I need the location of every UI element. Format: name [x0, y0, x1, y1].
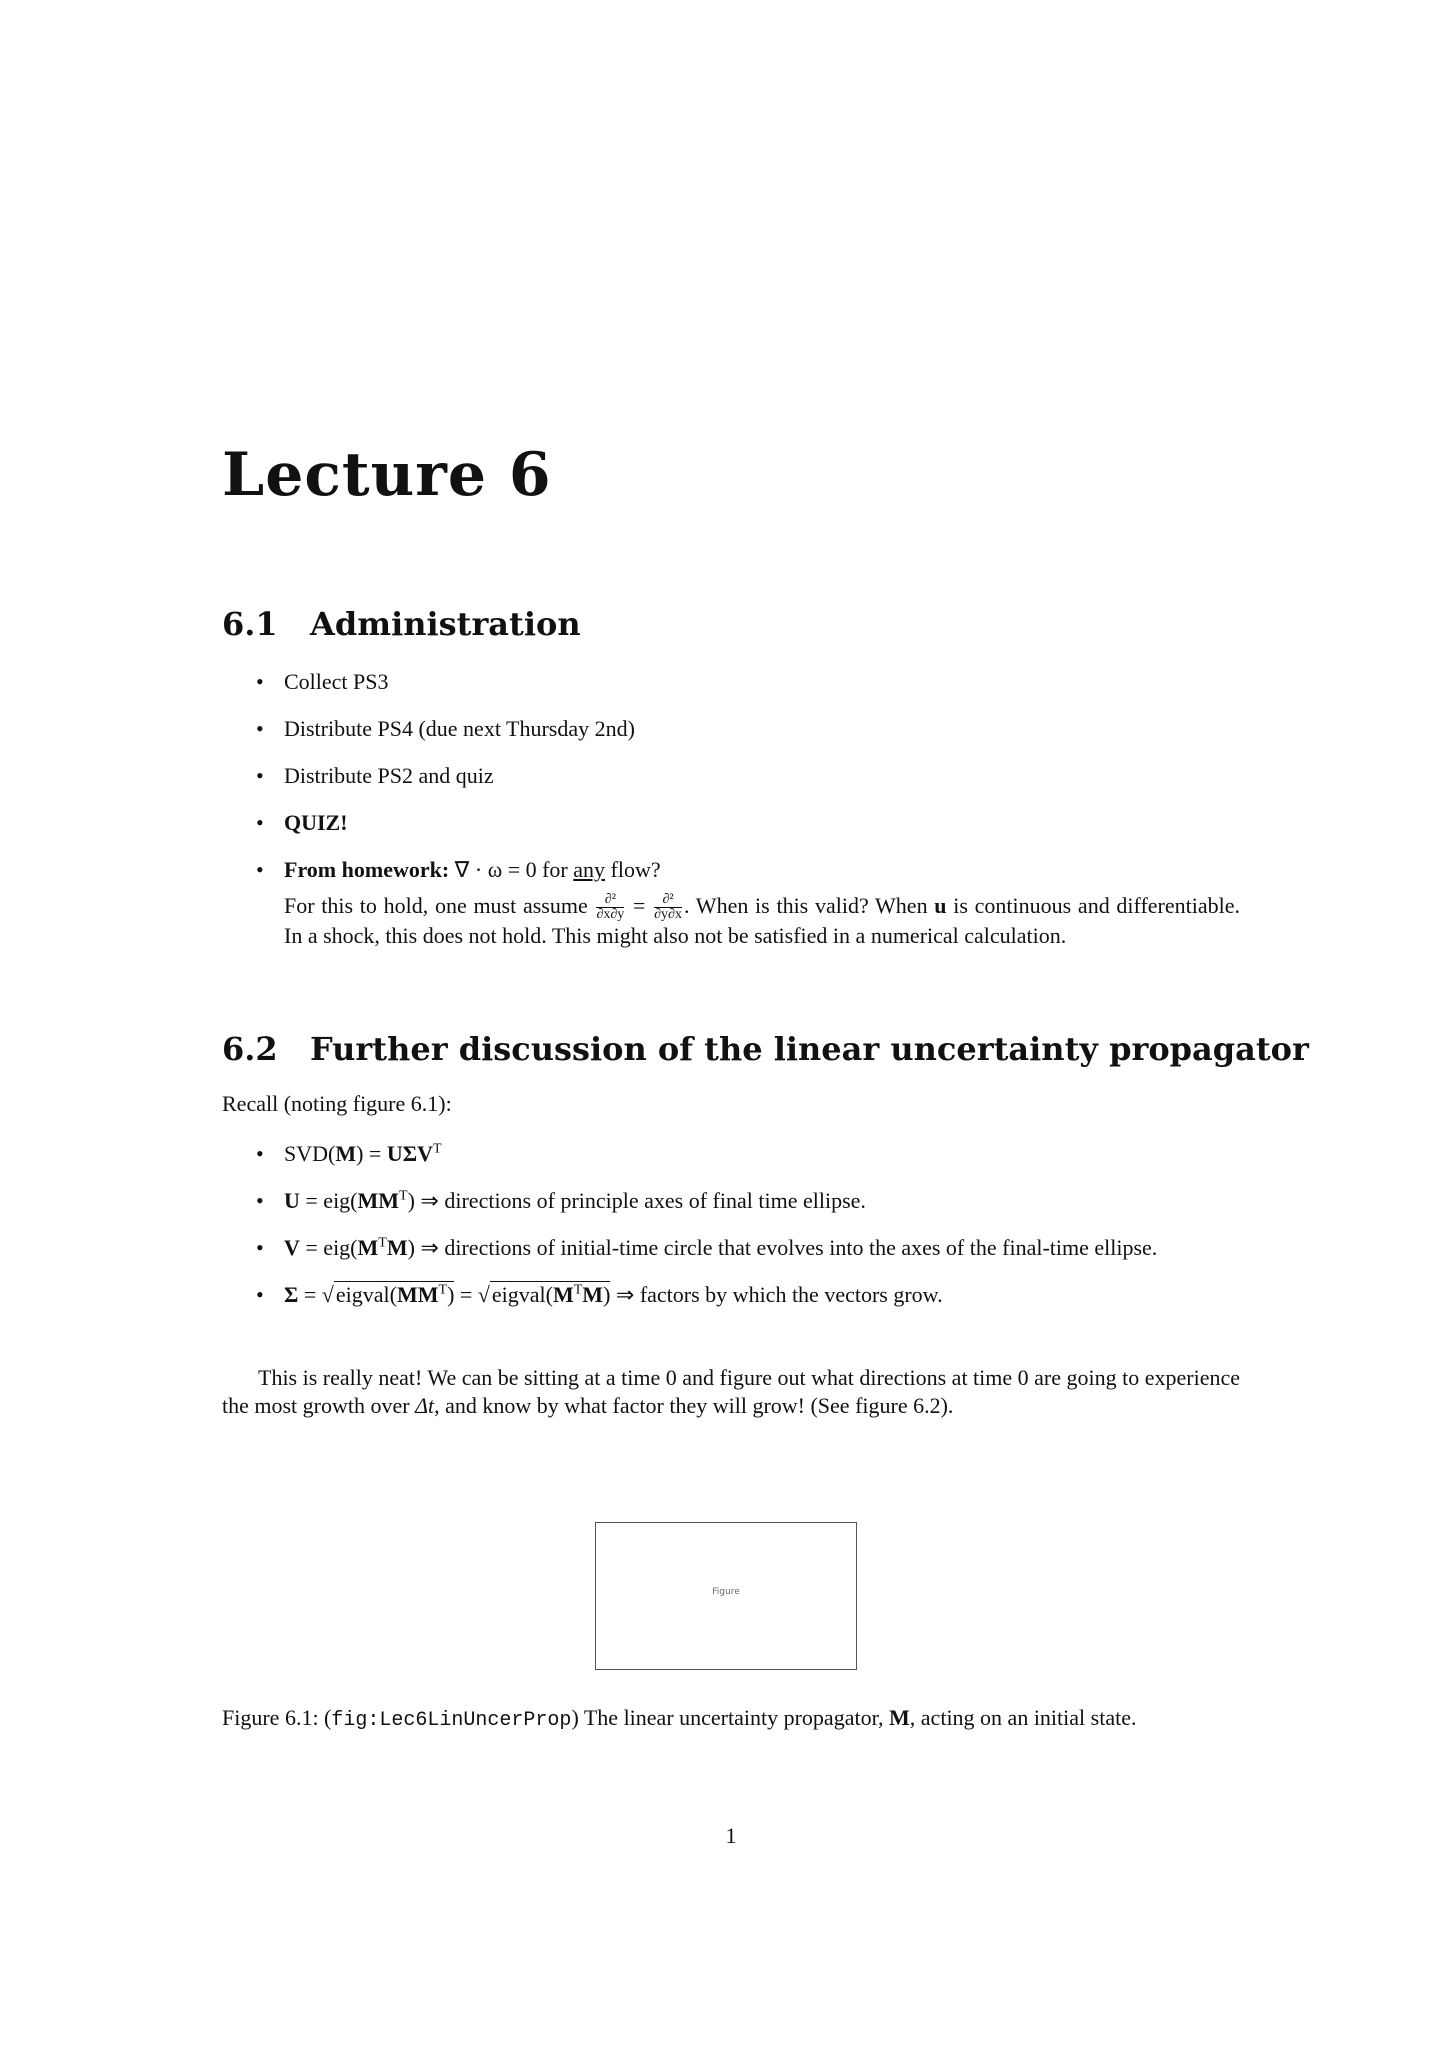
bullet-icon: •: [256, 1188, 264, 1213]
section-number: 6.1: [222, 605, 278, 643]
fraction: $\frac{\text{∂²}}{\partial y\partial x}$: [654, 892, 682, 923]
sqrt-expression: $eigval(M^TM)$: [491, 1282, 611, 1307]
section-heading-propagator: [222, 1030, 1309, 1068]
bullet-icon: •: [256, 1282, 264, 1307]
section-heading-administration: [222, 605, 581, 643]
list-item: • Distribute PS2 and quiz: [256, 763, 494, 788]
list-item: • Collect PS3: [256, 669, 389, 694]
list-item: • QUIZ!: [256, 810, 348, 835]
bullet-icon: •: [256, 716, 264, 741]
section-number: 6.2: [222, 1030, 278, 1068]
list-item-svd: • $SVD(M) = U\Sigma V^T$: [256, 1141, 442, 1166]
recall-text: Recall (noting figure 6.1):: [222, 1091, 452, 1116]
figure-caption: Figure 6.1: (fig:Lec6LinUncerProp) The linear uncertainty propagator, M, acting on an initial state.: [222, 1705, 1137, 1732]
section-title: Administration: [310, 605, 581, 643]
bullet-icon: •: [256, 857, 264, 882]
homework-paragraph: For this to hold, one must assume $\frac{\text{∂²}}{\partial x\partial y}$ = $\frac{\text{∂²}}{\partial y\partial x}$ . When is this valid? When u is continuous and differentiable. In a shock, this does not hold. This might also not be satisfied in a numerical calculation.: [284, 892, 1241, 949]
homework-label: From homework:: [284, 857, 450, 882]
list-item-u: • $U = eig(MM^T)$ ⇒ directions of principle axes of final time ellipse.: [256, 1188, 866, 1213]
svd-list: [256, 1140, 1240, 1328]
bullet-icon: •: [256, 1141, 264, 1166]
bullet-icon: •: [256, 669, 264, 694]
figure-placeholder: [595, 1522, 857, 1670]
bullet-icon: •: [256, 1235, 264, 1260]
chapter-title: Lecture 6: [222, 440, 552, 510]
document-page: [222, 0, 1309, 2048]
page-number: 1: [725, 1823, 737, 1848]
body-paragraph: This is really neat! We can be sitting at a time 0 and figure out what directions at time 0 are going to experience the most growth over Δt, and know by what factor they will grow! (See figure 6.2).: [222, 1365, 1240, 1418]
list-item: • Distribute PS4 (due next Thursday 2nd): [256, 716, 635, 741]
list-item-v: • $V = eig(M^TM)$ ⇒ directions of initial-time circle that evolves into the axes of the final-time ellipse.: [256, 1235, 1158, 1260]
figure-placeholder-label: Figure: [712, 1587, 740, 1597]
section-title: Further discussion of the linear uncertainty propagator: [310, 1030, 1309, 1068]
list-item-homework: • From homework: ∇ · ω = 0 for any flow? For this to hold, one must assume $\frac{\text{∂²}}{\partial x\partial y}$ = $\frac{\text{∂²}}{\partial y\partial x}$ . When is this valid? When u is continuous and differentiable. In a shock, this does not hold. This might also not be satisfied in a numerical calculation.: [256, 857, 1241, 949]
bullet-icon: •: [256, 763, 264, 788]
list-item-sigma: • $\Sigma = √eigval(MM^T)$ = $√eigval(M^TM)$ ⇒ factors by which the vectors grow.: [256, 1282, 943, 1307]
sqrt-expression: $eigval(MM^T)$: [335, 1282, 455, 1307]
admin-list: [256, 668, 1240, 969]
bullet-icon: •: [256, 810, 264, 835]
fraction: $\frac{\text{∂²}}{\partial x\partial y}$: [596, 892, 625, 923]
